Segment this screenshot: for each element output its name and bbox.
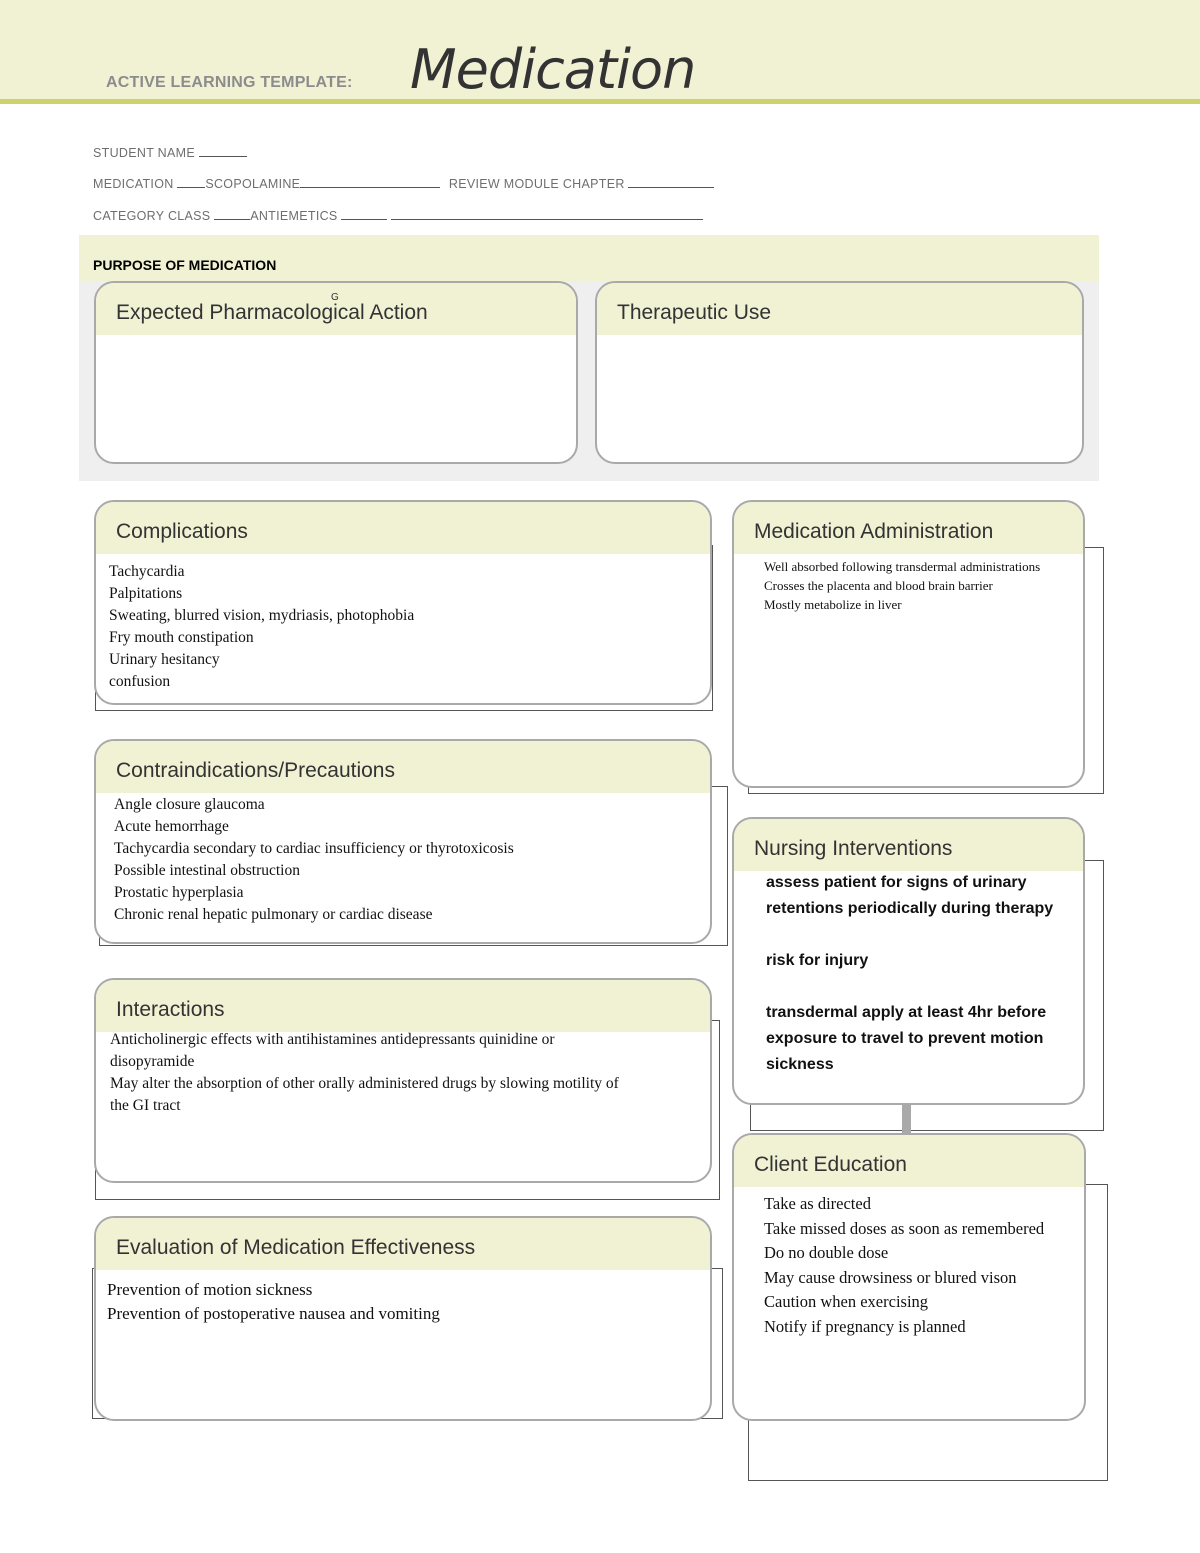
review-module-field[interactable] bbox=[628, 176, 714, 188]
list-item: Do no double dose bbox=[764, 1243, 889, 1262]
complications-list bbox=[109, 561, 414, 693]
client-education-title: Client Education bbox=[734, 1135, 1084, 1187]
list-item: May cause drowsiness or blured vison bbox=[764, 1267, 1017, 1287]
list-item: Well absorbed following transdermal administrations bbox=[764, 559, 1041, 574]
complications-title: Complications bbox=[96, 502, 710, 554]
contraindications-panel[interactable] bbox=[94, 739, 712, 944]
medication-row bbox=[93, 176, 714, 191]
interactions-list bbox=[110, 1029, 619, 1117]
medication-field-lead bbox=[177, 176, 205, 188]
list-item: Tachycardia bbox=[109, 563, 185, 580]
list-item: Prostatic hyperplasia bbox=[114, 884, 244, 901]
list-item: confusion bbox=[109, 673, 171, 690]
panel-connector bbox=[902, 1104, 911, 1134]
evaluation-panel[interactable] bbox=[94, 1216, 712, 1421]
nursing-list bbox=[766, 870, 1076, 1078]
list-item: risk for injury bbox=[766, 952, 869, 969]
list-item: assess patient for signs of urinary retentions periodically during therapy bbox=[766, 874, 1054, 917]
list-item: Fry mouth constipation bbox=[109, 629, 254, 646]
interactions-title: Interactions bbox=[96, 980, 710, 1032]
nursing-panel[interactable] bbox=[732, 817, 1085, 1105]
evaluation-list bbox=[107, 1278, 440, 1326]
list-item: Crosses the placenta and blood brain barrier bbox=[764, 578, 993, 593]
category-field-tail bbox=[391, 208, 703, 220]
interactions-panel[interactable] bbox=[94, 978, 712, 1183]
list-item: Palpitations bbox=[109, 585, 183, 602]
list-item: Tachycardia secondary to cardiac insufficiency or thyrotoxicosis bbox=[114, 840, 514, 857]
administration-title: Medication Administration bbox=[734, 502, 1083, 554]
student-name-label: STUDENT NAME bbox=[93, 146, 195, 160]
list-item: Prevention of motion sickness bbox=[107, 1280, 313, 1299]
review-module-label: REVIEW MODULE CHAPTER bbox=[448, 177, 625, 191]
list-item: the GI tract bbox=[110, 1097, 181, 1114]
medication-label: MEDICATION bbox=[93, 177, 174, 191]
category-field-mid bbox=[341, 208, 387, 220]
category-field-lead bbox=[214, 208, 250, 220]
therapeutic-use-title: Therapeutic Use bbox=[597, 283, 1082, 335]
list-item: Anticholinergic effects with antihistamines antidepressants quinidine or bbox=[110, 1031, 555, 1048]
category-class-label: CATEGORY CLASS bbox=[93, 209, 211, 223]
expected-action-title: Expected Pharmacological Action bbox=[96, 283, 576, 335]
medication-value[interactable]: SCOPOLAMINE bbox=[205, 177, 301, 191]
list-item: disopyramide bbox=[110, 1053, 195, 1070]
therapeutic-use-panel[interactable] bbox=[595, 281, 1084, 464]
evaluation-title: Evaluation of Medication Effectiveness bbox=[96, 1218, 710, 1270]
contraindications-title: Contraindications/Precautions bbox=[96, 741, 710, 793]
list-item: Possible intestinal obstruction bbox=[114, 862, 300, 879]
administration-panel[interactable] bbox=[732, 500, 1085, 788]
category-class-value[interactable]: ANTIEMETICS bbox=[250, 209, 338, 223]
complications-panel[interactable] bbox=[94, 500, 712, 705]
purpose-title: PURPOSE OF MEDICATION bbox=[93, 257, 277, 273]
category-class-row bbox=[93, 208, 703, 223]
list-item: Chronic renal hepatic pulmonary or cardiac disease bbox=[114, 906, 433, 923]
stray-mark: G bbox=[331, 292, 339, 303]
page-title: Medication bbox=[410, 38, 696, 101]
template-label: ACTIVE LEARNING TEMPLATE: bbox=[106, 74, 353, 91]
list-item: May alter the absorption of other orally administered drugs by slowing motility of bbox=[110, 1075, 619, 1092]
student-name-field[interactable] bbox=[199, 145, 247, 157]
list-item: transdermal apply at least 4hr before exposure to travel to prevent motion sickness bbox=[766, 1004, 1047, 1073]
client-education-panel[interactable] bbox=[732, 1133, 1086, 1421]
nursing-title: Nursing Interventions bbox=[734, 819, 1083, 871]
list-item: Notify if pregnancy is planned bbox=[764, 1316, 966, 1336]
list-item: Urinary hesitancy bbox=[109, 651, 220, 668]
administration-list bbox=[764, 557, 1064, 614]
medication-field-tail bbox=[300, 176, 440, 188]
list-item: Prevention of postoperative nausea and vomiting bbox=[107, 1304, 440, 1323]
client-education-list bbox=[764, 1192, 1074, 1339]
contraindications-list bbox=[114, 794, 514, 926]
list-item: Take missed doses as soon as remembered bbox=[764, 1218, 1045, 1238]
list-item: Acute hemorrhage bbox=[114, 818, 229, 835]
student-name-row bbox=[93, 145, 247, 160]
list-item: Angle closure glaucoma bbox=[114, 796, 265, 813]
list-item: Sweating, blurred vision, mydriasis, photophobia bbox=[109, 607, 415, 624]
expected-action-panel[interactable] bbox=[94, 281, 578, 464]
list-item: Caution when exercising bbox=[764, 1292, 929, 1311]
list-item: Take as directed bbox=[764, 1194, 871, 1213]
list-item: Mostly metabolize in liver bbox=[764, 597, 902, 612]
